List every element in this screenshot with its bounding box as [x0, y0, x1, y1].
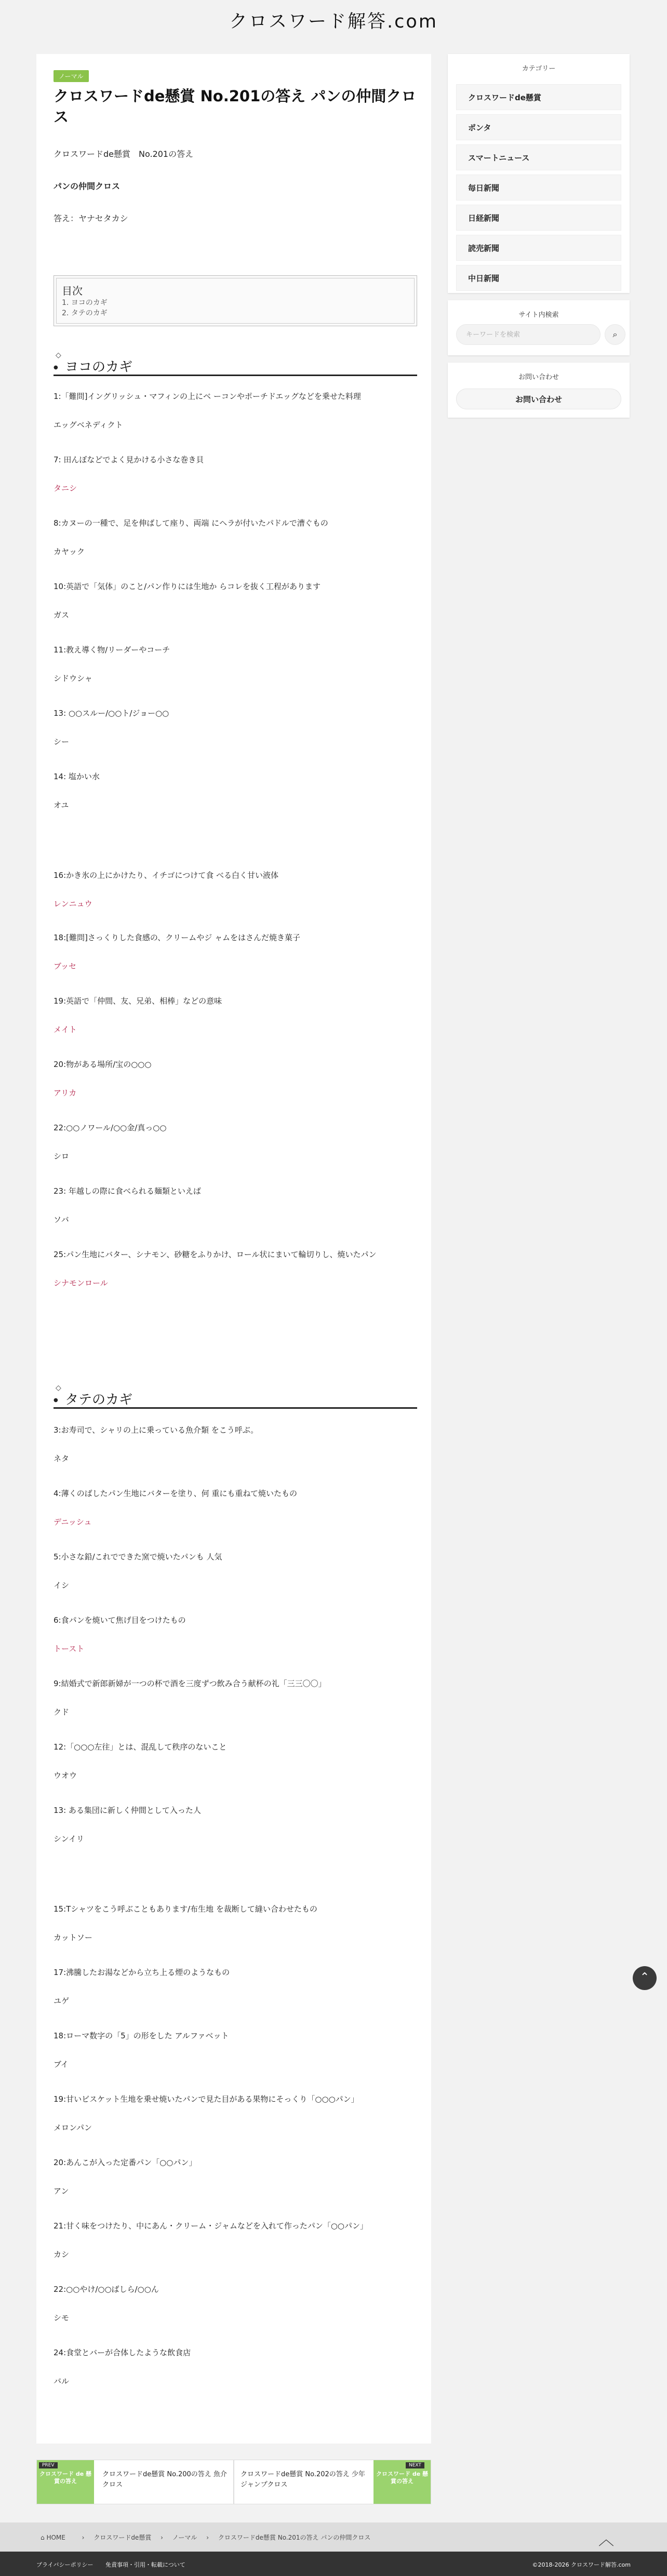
clue-answer: イシ [54, 1581, 70, 1590]
prev-tag: PREV [39, 2462, 58, 2468]
prev-article-thumbnail: クロスワード de 懸賞の答え [37, 2460, 94, 2504]
sidebar-item-chunichi[interactable]: 中日新聞 [456, 265, 621, 291]
toc-item-yoko[interactable]: 1. ヨコのカギ [62, 299, 108, 307]
clue-question: 21:甘く味をつけたり、中にあん・クリーム・ジャムなどを入れて作ったパン「○○パン」 [54, 2221, 368, 2231]
breadcrumb [0, 2522, 667, 2552]
clue-answer: タニシ [54, 484, 77, 493]
clue-answer: シー [54, 737, 70, 746]
breadcrumb-separator: › [161, 2534, 163, 2541]
clue-answer: レンニュウ [54, 899, 92, 909]
sidebar-item-nikkei[interactable]: 日経新聞 [456, 205, 621, 231]
breadcrumb-subcategory[interactable]: ノーマル [172, 2534, 197, 2541]
sidebar-category-title: カテゴリー [522, 65, 556, 73]
scroll-top-button[interactable] [633, 1966, 657, 1990]
next-tag: NEXT [406, 2462, 424, 2468]
sidebar-contact [448, 363, 630, 418]
bullet-icon: ● [54, 365, 58, 370]
clue-answer: デニッシュ [54, 1517, 92, 1527]
clue-answer: ソバ [54, 1215, 69, 1224]
chevron-up-icon: ⌃ [639, 1971, 650, 1984]
copyright: ©2018-2026 クロスワード解答.com [532, 2561, 631, 2568]
section-heading-tate [54, 1382, 417, 1409]
breadcrumb-current: クロスワードde懸賞 No.201の答え パンの仲間クロス [218, 2534, 371, 2541]
breadcrumb-category[interactable]: クロスワードde懸賞 [94, 2534, 152, 2541]
table-of-contents [54, 275, 417, 326]
breadcrumb-home[interactable]: ⌂ HOME [41, 2534, 65, 2541]
section-heading-text: タテのカギ [65, 1392, 133, 1408]
search-input[interactable]: キーワードを検索 [456, 324, 601, 345]
breadcrumb-separator: › [206, 2534, 209, 2541]
clue-answer: シナモンロール [54, 1278, 108, 1288]
page-title: クロスワードde懸賞 No.201の答え パンの仲間クロス [54, 87, 417, 126]
clue-answer: ユゲ [54, 1996, 70, 2006]
clue-answer: カットソー [54, 1933, 92, 1942]
clue-answer: シモ [54, 2313, 70, 2323]
clue-question: 10:英語で「気体」のこと/パン作りには生地か らコレを抜く工程があります [54, 582, 321, 591]
clue-answer: メイト [54, 1025, 77, 1034]
clue-answer: ウオウ [54, 1771, 77, 1780]
sidebar-item-smartnews[interactable]: スマートニュース [456, 144, 621, 170]
prev-article-link[interactable] [36, 2460, 234, 2504]
section-heading-yoko [54, 349, 417, 376]
site-header [0, 0, 667, 49]
clue-question: 12:「○○○左往」とは、混乱して秩序のないこと [54, 1742, 227, 1752]
toc-title: 目次 [62, 285, 83, 297]
clue-question: 1:「難問]イングリッシュ・マフィンの上にベ ーコンやポーチドエッグなどを乗せた料理 [54, 392, 361, 401]
toc-item-tate[interactable]: 2. タテのカギ [62, 309, 108, 317]
clue-question: 25:パン生地にバター、シナモン、砂糖をふりかけ、ロール状にまいて輪切りし、焼いたパン [54, 1250, 377, 1259]
search-button[interactable] [605, 324, 625, 345]
sidebar-search [448, 300, 630, 355]
clue-answer: シロ [54, 1152, 70, 1161]
clue-question: 20:物がある場所/宝の○○○ [54, 1060, 152, 1069]
sidebar-contact-title: お問い合わせ [518, 373, 559, 381]
clue-answer: クド [54, 1707, 70, 1717]
next-article-title: クロスワードde懸賞 No.202の答え 少年ジャンプクロス [241, 2471, 365, 2489]
clue-question: 18:[難問]さっくりした食感の、クリームやジ ャムをはさんだ焼き菓子 [54, 933, 301, 942]
next-article-link[interactable] [234, 2460, 431, 2504]
site-footer [0, 2552, 667, 2576]
clue-answer: アリカ [54, 1088, 77, 1098]
clue-question: 16:かき氷の上にかけたり、イチゴにつけて食 べる白く甘い液体 [54, 871, 279, 880]
prev-article-title: クロスワードde懸賞 No.200の答え 魚介クロス [102, 2471, 227, 2489]
clue-answer: カシ [54, 2250, 70, 2259]
search-icon: ⌕ [612, 329, 618, 339]
diamond-icon: ◇ [56, 1384, 61, 1392]
clue-answer: トースト [54, 1644, 85, 1653]
clue-question: 23: 年越しの際に食べられる麺類といえば [54, 1186, 201, 1196]
clue-question: 7: 田んぼなどでよく見かける小さな巻き貝 [54, 455, 204, 464]
breadcrumb-separator: › [82, 2534, 85, 2541]
clue-question: 13: ある集団に新しく仲間として入った人 [54, 1806, 201, 1815]
clue-question: 22:○○やけ/○○ばしら/○○ん [54, 2285, 159, 2294]
clue-answer: メロンパン [54, 2123, 92, 2132]
clue-answer: シンイリ [54, 1834, 84, 1844]
next-article-thumbnail: クロスワード de 懸賞の答え [373, 2460, 431, 2504]
sidebar-item-crossword[interactable]: クロスワードde懸賞 [456, 84, 621, 110]
clue-question: 9:結婚式で新郎新婦が一つの杯で酒を三度ずつ飲み合う献杯の礼「三三〇〇」 [54, 1679, 326, 1688]
clue-question: 3:お寿司で、シャリの上に乗っている魚介類 をこう呼ぶ。 [54, 1425, 259, 1435]
sidebar-item-yomiuri[interactable]: 読売新聞 [456, 235, 621, 261]
sidebar-item-ponta[interactable]: ポンタ [456, 114, 621, 140]
clue-question: 8:カヌーの一種で、足を伸ばして座り、両端 にヘラが付いたパドルで漕ぐもの [54, 518, 328, 528]
clue-question: 6:食パンを焼いて焦げ目をつけたもの [54, 1616, 186, 1625]
clue-question: 13: ○○スルー/○○ト/ジョー○○ [54, 709, 169, 718]
chevron-up-icon[interactable]: ︿ [598, 2531, 614, 2549]
clue-question: 5:小さな鉛/これでできた窯で焼いたパンも 人気 [54, 1552, 222, 1561]
clue-question: 19:甘いビスケット生地を乗せ焼いたパンで見た目がある果物にそっくり「○○○パン」 [54, 2094, 359, 2104]
clue-question: 22:○○ノワール/○○金/真っ○○ [54, 1123, 167, 1132]
clue-question: 24:食堂とバーが合体したような飲食店 [54, 2348, 191, 2357]
clue-question: 4:薄くのばしたパン生地にバターを塗り、何 重にも重ねて焼いたもの [54, 1489, 297, 1498]
sidebar-search-title: サイト内検索 [518, 311, 559, 319]
clue-answer: エッグベネディクト [54, 420, 123, 430]
clue-question: 18:ローマ数字の「5」の形をした アルファベット [54, 2031, 229, 2040]
clue-answer: シドウシャ [54, 674, 92, 683]
diamond-icon: ◇ [56, 351, 61, 359]
privacy-policy-link[interactable]: プライバシーポリシー [36, 2561, 94, 2568]
clue-answer: ブッセ [54, 962, 76, 971]
clue-answer: ガス [54, 610, 70, 620]
clue-answer: アン [54, 2186, 69, 2196]
clue-question: 11:教え導く物/リーダーやコーチ [54, 645, 170, 655]
clue-answer: カヤック [54, 547, 85, 556]
sidebar-item-mainichi[interactable]: 毎日新聞 [456, 175, 621, 201]
contact-button[interactable]: お問い合わせ [456, 389, 621, 409]
clue-answer: バル [54, 2377, 70, 2386]
section-heading-text: ヨコのカギ [65, 359, 133, 375]
bullet-icon: ● [54, 1397, 58, 1403]
clue-question: 20:あんこが入った定番パン「○○パン」 [54, 2158, 197, 2167]
clue-question: 15:Tシャツをこう呼ぶこともあります/布生地 を裁断して縫い合わせたもの [54, 1904, 317, 1914]
breadcrumb-home-label: HOME [46, 2534, 65, 2541]
clue-question: 19:英語で「仲間、友、兄弟、相棒」などの意味 [54, 996, 222, 1006]
clue-answer: オユ [54, 800, 69, 810]
clue-answer: ネタ [54, 1454, 70, 1463]
category-badge[interactable]: ノーマル [54, 70, 89, 82]
clue-question: 14: 塩かい水 [54, 772, 100, 781]
article-answer: 答え：ヤナセタカシ [54, 213, 128, 223]
clue-answer: ブイ [54, 2060, 69, 2069]
article-subtitle: パンの仲間クロス [54, 181, 121, 191]
article-meta: クロスワードde懸賞 No.201の答え [54, 149, 194, 159]
site-title[interactable]: クロスワード解答.com [229, 11, 438, 32]
sidebar-categories [448, 54, 630, 293]
clue-question: 17:沸騰したお湯などから立ち上る煙のようなもの [54, 1968, 230, 1977]
disclaimer-link[interactable]: 免責事項・引用・転載について [105, 2561, 185, 2568]
